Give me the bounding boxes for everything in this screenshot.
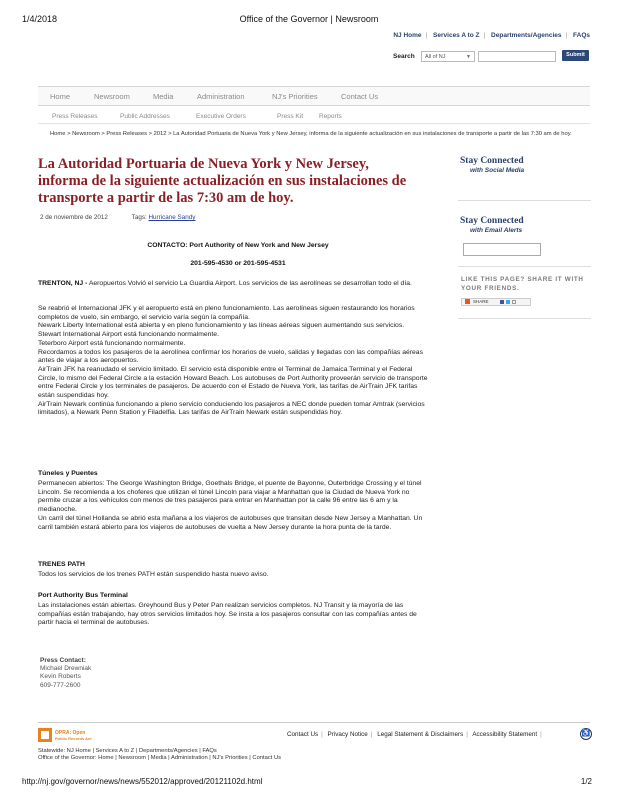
lead-place: TRENTON, NJ - xyxy=(38,280,88,287)
right-divider xyxy=(458,318,591,319)
footer-links xyxy=(287,731,545,738)
footer-statewide[interactable]: Statewide: NJ Home | Services A to Z | Departments/Agencies | FAQs xyxy=(38,748,217,754)
social-heading: Stay Connected xyxy=(460,156,524,166)
util-link-faqs[interactable]: FAQs xyxy=(573,32,590,39)
util-link-services[interactable]: Services A to Z xyxy=(433,32,480,39)
email-subheading[interactable]: with Email Alerts xyxy=(470,227,523,234)
accessibility-icon[interactable]: ♿ xyxy=(580,728,592,740)
right-divider xyxy=(458,266,591,267)
print-date: 1/4/2018 xyxy=(22,14,58,24)
page-title: La Autoridad Portuaria de Nueva York y New Jersey, informa de la siguiente actualización en sus instalaciones de transporte a partir de las 7:30 am de hoy. xyxy=(38,156,407,206)
tag-link-hurricane-sandy[interactable]: Hurricane Sandy xyxy=(148,214,196,221)
footer-separator: | xyxy=(370,731,373,738)
twitter-icon xyxy=(506,300,510,304)
nav-contact[interactable]: Contact Us xyxy=(341,92,379,101)
social-subheading[interactable]: with Social Media xyxy=(470,167,525,174)
search-submit-button[interactable]: Submit xyxy=(562,50,589,61)
opra-logo-title: OPRA: Open xyxy=(55,730,86,736)
nav-administration[interactable]: Administration xyxy=(197,92,245,101)
right-divider xyxy=(458,200,591,201)
utility-nav xyxy=(393,32,590,39)
search-label: Search xyxy=(393,53,415,60)
bus-text: Las instalaciones están abiertas. Greyhound Bus y Peter Pan realizan servicios completos. NJ Transit y la mayoría de las compañías están trabajando, hay otros servicios limitados hoy. Se insta a los pasajeros consultar con las compañías antes de partir hacia el terminal de autobuses. xyxy=(38,602,417,627)
tags-label: Tags: xyxy=(131,214,147,221)
search-input[interactable] xyxy=(478,51,556,62)
subnav-press-releases[interactable]: Press Releases xyxy=(52,113,98,120)
print-page-number: 1/2 xyxy=(580,777,592,786)
airports-block: Se reabrió el Internacional JFK y el aeropuerto está en pleno funcionamiento. Las aerolíneas siguen restaurando los horarios completos de vuelo, sin embargo, el servicio varía según la compañía. Newark Liberty International está abierta y en pleno funcionamiento y las líneas aéreas siguen aumentando sus servicios. Stewart International Airport está funcionando normalmente. Teterboro Airport está funcionando normalmente. Recordamos a todos los pasajeros de la aerolínea confirmar los horarios de vuelo, salidas y llegadas con las compañías aéreas antes de viajar a los aeropuertos. AirTrain JFK ha reanudado el servicio limitado. El servicio está disponible entre el Terminal de Jamaica Terminal y el Federal Circle, lo mismo del Federal Circle a la estación Howard Beach. Los autobuses de Port Authority proveerán servicio de transporte entre Federal Circle y los terminales de pasajeros. De acuerdo con el Estado de Nueva York, las tarifas de AirTrain JFK tarifas están suspendidas hoy. AirTrain Newark continúa funcionando a pleno servicio conduciendo los pasajeros a NEC donde pueden tomar Amtrak (servicios limitados), a Newark Penn Station y Filadelfia. Las tarifas de AirTrain Newark están suspendidas hoy. xyxy=(38,305,428,417)
footer-separator: | xyxy=(321,731,323,738)
article-date: 2 de noviembre de 2012 xyxy=(40,214,108,221)
footer-contact-us[interactable]: Contact Us xyxy=(287,731,319,738)
contact-phones: 201-595-4530 or 201-595-4531 xyxy=(190,260,286,267)
util-link-nj-home[interactable]: NJ Home xyxy=(393,32,422,39)
footer-separator: | xyxy=(466,731,468,738)
opra-logo-inner xyxy=(41,731,49,739)
lead-text: Aeropuertos Volvió el servicio La Guardia Airport. Los servicios de las aerolíneas se desarrollan todo el día. xyxy=(87,280,412,287)
share-label: SHARE xyxy=(473,299,489,304)
path-heading: TRENES PATH xyxy=(38,561,85,568)
email-icon xyxy=(512,300,516,304)
footer-governor[interactable]: Office of the Governor: Home | Newsroom | Media | Administration | NJ's Priorities | Contact Us xyxy=(38,755,282,761)
search-scope-select[interactable] xyxy=(421,51,475,62)
opra-logo[interactable] xyxy=(38,725,108,745)
lead-paragraph xyxy=(38,280,433,289)
share-button[interactable] xyxy=(461,298,531,306)
search-scope-value: All of NJ xyxy=(425,54,446,60)
path-text: Todos los servicios de los trenes PATH están suspendido hasta nuevo aviso. xyxy=(38,571,269,578)
press-contact-name-2: Kevin Roberts xyxy=(40,673,81,681)
article-meta xyxy=(40,214,195,221)
share-icon xyxy=(465,299,470,304)
sub-nav xyxy=(38,110,590,124)
breadcrumb[interactable]: Home > Newsroom > Press Releases > 2012 > La Autoridad Portuaria de Nueva York y New Jersey, informa de la siguiente actualización en sus instalaciones de transporte a partir de las 7:30 am de hoy. xyxy=(50,131,572,137)
main-nav xyxy=(38,86,590,106)
footer-divider xyxy=(38,722,590,723)
press-contact-phone: 609-777-2600 xyxy=(40,681,81,689)
footer-privacy-notice[interactable]: Privacy Notice xyxy=(327,731,368,738)
nav-home[interactable]: Home xyxy=(50,92,71,101)
util-separator: | xyxy=(425,32,428,39)
subnav-reports[interactable]: Reports xyxy=(319,113,342,120)
press-contact-name-1: Michael Drewniak xyxy=(40,665,92,673)
subnav-press-kit[interactable]: Press Kit xyxy=(277,113,304,120)
tunnels-text: Permanecen abiertos: The George Washington Bridge, Goethals Bridge, el puente de Bayonne, Outerbridge Crossing y el túnel Lincoln. Se recomienda a los choferes que utilizan el túnel Lincoln para viajar a Manhattan que la Ciudad de Nueva York no permite cruzar a los vehículos con menos de tres pasajeros para entrar en Manhattan por la calle 96 entre las 6 am y la medianoche. Un carril del túnel Hollanda se abrió esta mañana a los viajeros de autobuses que transitan desde New Jersey a Manhattan. Un carril también estará abierto para los viajeros de autobuses de vuelta a New Jersey durante la hora punta de la tarde. xyxy=(38,480,423,531)
print-url: http://nj.gov/governor/news/news/552012/approved/20121102d.html xyxy=(22,777,263,786)
subnav-public-addresses[interactable]: Public Addresses xyxy=(120,113,170,120)
nav-newsroom[interactable]: Newsroom xyxy=(94,92,130,101)
facebook-icon xyxy=(500,300,504,304)
email-heading: Stay Connected xyxy=(460,216,524,226)
contact-heading: CONTACTO: Port Authority of New York and New Jersey xyxy=(147,242,329,249)
nav-priorities[interactable]: NJ's Priorities xyxy=(272,92,318,101)
opra-logo-sub: Public Records Act xyxy=(55,736,92,741)
footer-accessibility[interactable]: Accessibility Statement xyxy=(472,731,538,738)
footer-legal-statement[interactable]: Legal Statement & Disclaimers xyxy=(377,731,464,738)
tunnels-heading: Túneles y Puentes xyxy=(38,470,98,477)
chevron-down-icon: ▼ xyxy=(466,54,471,60)
press-contact xyxy=(40,657,91,690)
bus-heading: Port Authority Bus Terminal xyxy=(38,592,128,599)
util-separator: | xyxy=(483,32,486,39)
util-separator: | xyxy=(565,32,568,39)
subnav-executive-orders[interactable]: Executive Orders xyxy=(196,113,246,120)
email-input[interactable] xyxy=(463,243,541,256)
footer-separator: | xyxy=(540,731,542,738)
print-title: Office of the Governor | Newsroom xyxy=(239,14,379,24)
util-link-departments[interactable]: Departments/Agencies xyxy=(491,32,562,39)
share-heading: LIKE THIS PAGE? SHARE IT WITH YOUR FRIENDS. xyxy=(461,276,584,292)
press-contact-label: Press Contact: xyxy=(40,657,86,664)
nav-media[interactable]: Media xyxy=(153,92,174,101)
